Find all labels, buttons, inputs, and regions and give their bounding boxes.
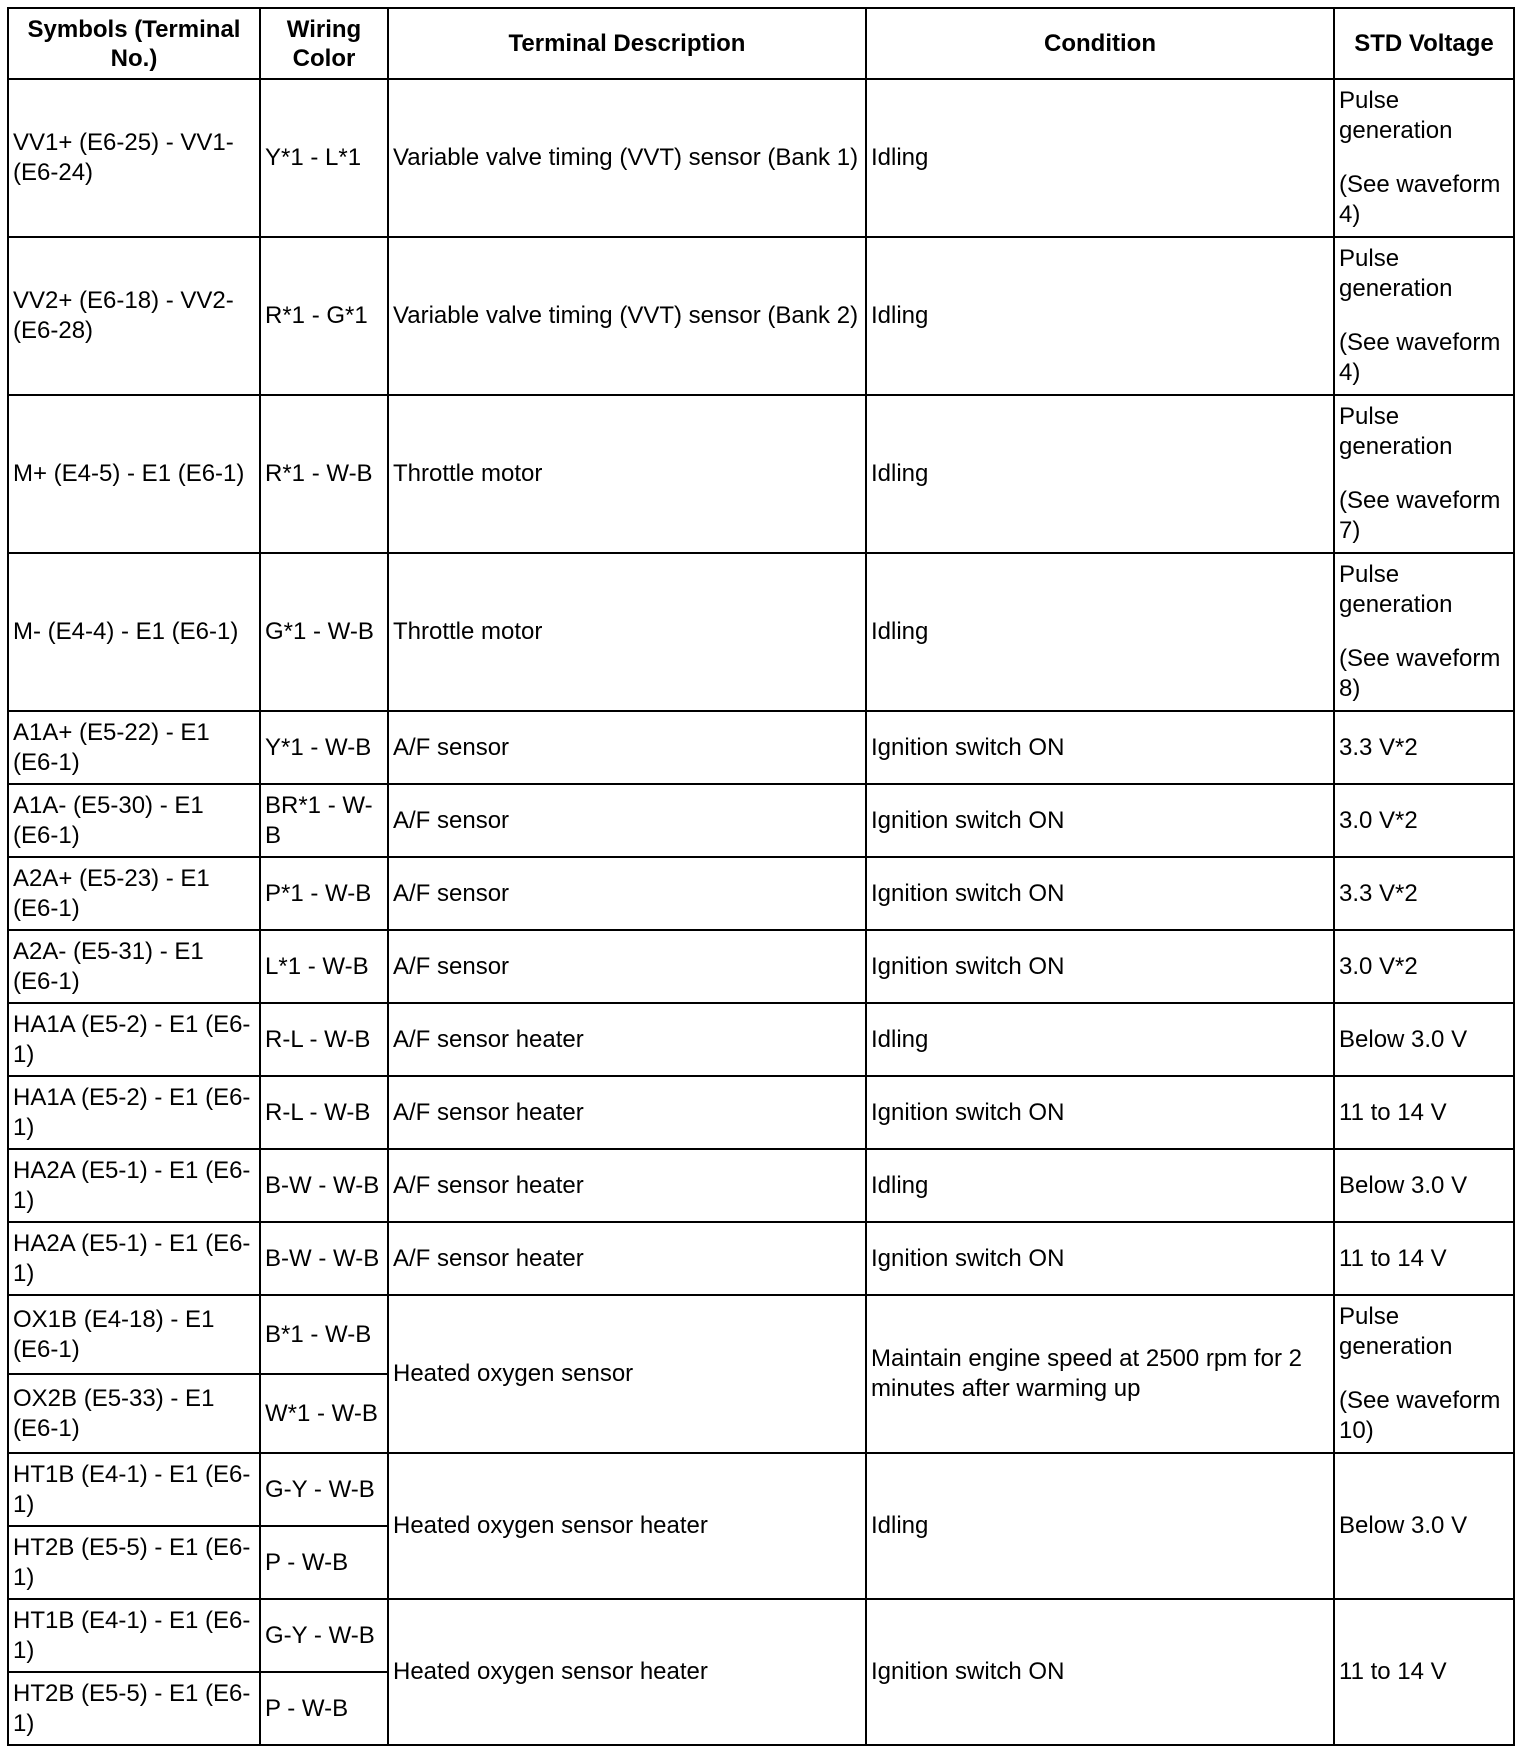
description-cell: A/F sensor [388, 711, 866, 784]
header-row [8, 8, 1514, 79]
wiring-color-cell: G-Y - W-B [260, 1453, 388, 1526]
symbol-cell: HT1B (E4-1) - E1 (E6-1) [8, 1453, 260, 1526]
wiring-color-cell: G-Y - W-B [260, 1599, 388, 1672]
description-cell: A/F sensor heater [388, 1003, 866, 1076]
symbol-cell: A1A- (E5-30) - E1 (E6-1) [8, 784, 260, 857]
description-cell: Throttle motor [388, 395, 866, 553]
header-terminal-description: Terminal Description [388, 8, 866, 79]
table-row [8, 237, 1514, 395]
voltage-cell: 3.0 V*2 [1334, 930, 1514, 1003]
symbol-cell: A2A- (E5-31) - E1 (E6-1) [8, 930, 260, 1003]
voltage-cell: 3.0 V*2 [1334, 784, 1514, 857]
condition-cell: Ignition switch ON [866, 930, 1334, 1003]
table-row [8, 1295, 1514, 1374]
symbol-cell: VV1+ (E6-25) - VV1- (E6-24) [8, 79, 260, 237]
symbol-cell: HT2B (E5-5) - E1 (E6-1) [8, 1672, 260, 1745]
voltage-cell: 3.3 V*2 [1334, 857, 1514, 930]
voltage-pulse: Pulse generation [1339, 403, 1453, 460]
description-cell: Heated oxygen sensor heater [388, 1599, 866, 1745]
table-row [8, 784, 1514, 857]
description-cell: A/F sensor heater [388, 1149, 866, 1222]
table-row [8, 1003, 1514, 1076]
terminal-voltage-table [7, 7, 1515, 1746]
table-row [8, 711, 1514, 784]
description-cell: Variable valve timing (VVT) sensor (Bank 1) [388, 79, 866, 237]
header-condition: Condition [866, 8, 1334, 79]
header-wiring-color: Wiring Color [260, 8, 388, 79]
header-std-voltage: STD Voltage [1334, 8, 1514, 79]
condition-cell: Ignition switch ON [866, 711, 1334, 784]
table-row [8, 1599, 1514, 1672]
symbol-cell: A2A+ (E5-23) - E1 (E6-1) [8, 857, 260, 930]
table-row [8, 930, 1514, 1003]
table-row [8, 395, 1514, 553]
wiring-color-cell: R-L - W-B [260, 1076, 388, 1149]
symbol-cell: HT2B (E5-5) - E1 (E6-1) [8, 1526, 260, 1599]
description-cell: Heated oxygen sensor [388, 1295, 866, 1453]
description-cell: A/F sensor [388, 784, 866, 857]
description-cell: Variable valve timing (VVT) sensor (Bank 2) [388, 237, 866, 395]
symbol-cell: OX1B (E4-18) - E1 (E6-1) [8, 1295, 260, 1374]
table-row [8, 1076, 1514, 1149]
wiring-color-cell: P*1 - W-B [260, 857, 388, 930]
symbol-cell: HA2A (E5-1) - E1 (E6-1) [8, 1222, 260, 1295]
table-row [8, 553, 1514, 711]
condition-cell: Ignition switch ON [866, 1599, 1334, 1745]
condition-cell: Idling [866, 237, 1334, 395]
description-cell: Heated oxygen sensor heater [388, 1453, 866, 1599]
description-cell: Throttle motor [388, 553, 866, 711]
condition-cell: Ignition switch ON [866, 857, 1334, 930]
table-row [8, 79, 1514, 237]
condition-cell: Idling [866, 395, 1334, 553]
voltage-cell [1334, 237, 1514, 395]
voltage-pulse: Pulse generation [1339, 245, 1453, 302]
wiring-color-cell: Y*1 - W-B [260, 711, 388, 784]
voltage-cell: Below 3.0 V [1334, 1149, 1514, 1222]
wiring-color-cell: R*1 - G*1 [260, 237, 388, 395]
voltage-pulse: Pulse generation [1339, 1303, 1453, 1360]
wiring-color-cell: P - W-B [260, 1672, 388, 1745]
wiring-color-cell: B*1 - W-B [260, 1295, 388, 1374]
condition-cell: Ignition switch ON [866, 1076, 1334, 1149]
voltage-waveform-note: (See waveform 4) [1339, 171, 1501, 228]
voltage-cell [1334, 1295, 1514, 1453]
voltage-pulse: Pulse generation [1339, 561, 1453, 618]
wiring-color-cell: P - W-B [260, 1526, 388, 1599]
voltage-cell: 11 to 14 V [1334, 1599, 1514, 1745]
table-row [8, 857, 1514, 930]
voltage-waveform-note: (See waveform 8) [1339, 645, 1501, 702]
wiring-color-cell: B-W - W-B [260, 1222, 388, 1295]
voltage-cell: Below 3.0 V [1334, 1453, 1514, 1599]
condition-cell: Idling [866, 1003, 1334, 1076]
symbol-cell: HT1B (E4-1) - E1 (E6-1) [8, 1599, 260, 1672]
symbol-cell: A1A+ (E5-22) - E1 (E6-1) [8, 711, 260, 784]
voltage-cell [1334, 79, 1514, 237]
symbol-cell: HA1A (E5-2) - E1 (E6-1) [8, 1076, 260, 1149]
header-symbols: Symbols (Terminal No.) [8, 8, 260, 79]
wiring-color-cell: L*1 - W-B [260, 930, 388, 1003]
symbol-cell: OX2B (E5-33) - E1 (E6-1) [8, 1374, 260, 1453]
table-row [8, 1222, 1514, 1295]
condition-cell: Idling [866, 553, 1334, 711]
wiring-color-cell: Y*1 - L*1 [260, 79, 388, 237]
wiring-color-cell: BR*1 - W-B [260, 784, 388, 857]
voltage-waveform-note: (See waveform 10) [1339, 1387, 1501, 1444]
symbol-cell: M- (E4-4) - E1 (E6-1) [8, 553, 260, 711]
condition-cell: Idling [866, 79, 1334, 237]
wiring-color-cell: B-W - W-B [260, 1149, 388, 1222]
description-cell: A/F sensor [388, 857, 866, 930]
voltage-cell [1334, 395, 1514, 553]
voltage-pulse: Pulse generation [1339, 87, 1453, 144]
description-cell: A/F sensor [388, 930, 866, 1003]
symbol-cell: VV2+ (E6-18) - VV2- (E6-28) [8, 237, 260, 395]
voltage-waveform-note: (See waveform 4) [1339, 329, 1501, 386]
description-cell: A/F sensor heater [388, 1222, 866, 1295]
wiring-color-cell: R*1 - W-B [260, 395, 388, 553]
voltage-cell [1334, 553, 1514, 711]
condition-cell: Idling [866, 1453, 1334, 1599]
symbol-cell: M+ (E4-5) - E1 (E6-1) [8, 395, 260, 553]
condition-cell: Ignition switch ON [866, 784, 1334, 857]
voltage-cell: 3.3 V*2 [1334, 711, 1514, 784]
voltage-cell: 11 to 14 V [1334, 1222, 1514, 1295]
condition-cell: Idling [866, 1149, 1334, 1222]
table-row [8, 1453, 1514, 1526]
voltage-cell: 11 to 14 V [1334, 1076, 1514, 1149]
wiring-color-cell: G*1 - W-B [260, 553, 388, 711]
symbol-cell: HA2A (E5-1) - E1 (E6-1) [8, 1149, 260, 1222]
condition-cell: Maintain engine speed at 2500 rpm for 2 minutes after warming up [866, 1295, 1334, 1453]
symbol-cell: HA1A (E5-2) - E1 (E6-1) [8, 1003, 260, 1076]
wiring-color-cell: W*1 - W-B [260, 1374, 388, 1453]
voltage-cell: Below 3.0 V [1334, 1003, 1514, 1076]
voltage-waveform-note: (See waveform 7) [1339, 487, 1501, 544]
table-row [8, 1149, 1514, 1222]
wiring-color-cell: R-L - W-B [260, 1003, 388, 1076]
description-cell: A/F sensor heater [388, 1076, 866, 1149]
condition-cell: Ignition switch ON [866, 1222, 1334, 1295]
